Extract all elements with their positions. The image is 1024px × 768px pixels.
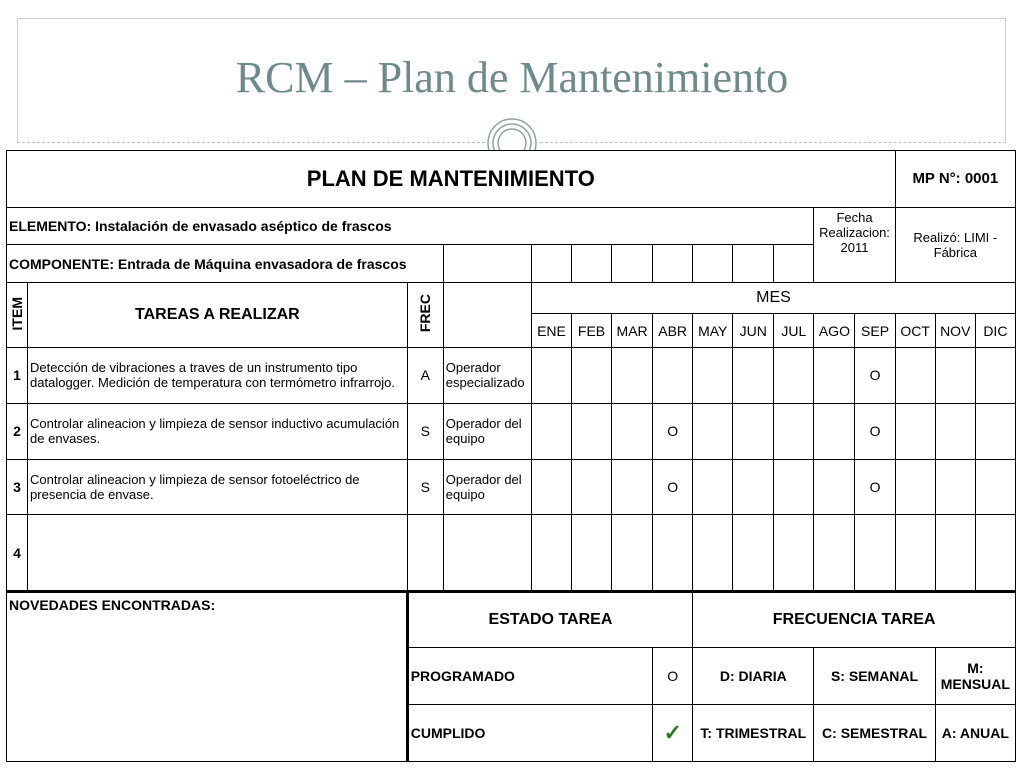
schedule-cell-mar bbox=[612, 347, 653, 403]
item-header: ITEM bbox=[7, 282, 28, 347]
empty-cell bbox=[443, 245, 531, 283]
schedule-cell-nov bbox=[935, 347, 975, 403]
fecha-realizacion bbox=[814, 207, 895, 282]
schedule-cell-sep bbox=[855, 515, 895, 592]
schedule-cell-ago bbox=[814, 403, 855, 459]
month-header-oct: OCT bbox=[895, 314, 935, 348]
frec-header: FREC bbox=[407, 282, 443, 347]
responsable-header bbox=[443, 282, 531, 347]
task-responsible: Operador especializado bbox=[443, 347, 531, 403]
empty-cell bbox=[733, 245, 774, 283]
empty-cell bbox=[531, 245, 571, 283]
frecuencia-tarea-header: FRECUENCIA TAREA bbox=[693, 592, 1016, 648]
schedule-cell-sep: O bbox=[855, 403, 895, 459]
freq-semestral: C: SEMESTRAL bbox=[814, 705, 935, 762]
task-number: 1 bbox=[7, 347, 28, 403]
schedule-cell-feb bbox=[572, 515, 612, 592]
fecha-label: Fecha Realizacion: bbox=[819, 209, 890, 240]
schedule-cell-ene bbox=[531, 459, 571, 515]
month-header-abr: ABR bbox=[653, 314, 693, 348]
mp-number: MP N°: 0001 bbox=[895, 151, 1015, 208]
task-frequency: A bbox=[407, 347, 443, 403]
table-row bbox=[7, 515, 1016, 592]
schedule-cell-abr bbox=[653, 515, 693, 592]
schedule-cell-ene bbox=[531, 403, 571, 459]
empty-cell bbox=[612, 245, 653, 283]
componente-label: COMPONENTE: Entrada de Máquina envasadora de frascos bbox=[7, 245, 444, 283]
task-responsible bbox=[443, 515, 531, 592]
month-header-ene: ENE bbox=[531, 314, 571, 348]
schedule-cell-jun bbox=[733, 459, 774, 515]
month-header-may: MAY bbox=[693, 314, 733, 348]
empty-cell bbox=[653, 245, 693, 283]
title-divider-right bbox=[540, 142, 1006, 143]
freq-anual: A: ANUAL bbox=[935, 705, 1015, 762]
schedule-cell-jun bbox=[733, 347, 774, 403]
slide-title: RCM – Plan de Mantenimiento bbox=[235, 53, 789, 102]
schedule-cell-jul bbox=[774, 347, 814, 403]
schedule-cell-jul bbox=[774, 515, 814, 592]
schedule-cell-ago bbox=[814, 515, 855, 592]
schedule-cell-abr bbox=[653, 347, 693, 403]
programado-label: PROGRAMADO bbox=[407, 648, 652, 705]
schedule-cell-oct bbox=[895, 515, 935, 592]
task-number: 3 bbox=[7, 459, 28, 515]
task-description bbox=[28, 515, 408, 592]
schedule-cell-dic bbox=[975, 347, 1015, 403]
schedule-cell-ago bbox=[814, 459, 855, 515]
table-row bbox=[7, 403, 1016, 459]
month-header-feb: FEB bbox=[572, 314, 612, 348]
schedule-cell-may bbox=[693, 403, 733, 459]
task-frequency bbox=[407, 515, 443, 592]
task-responsible: Operador del equipo bbox=[443, 459, 531, 515]
freq-trimestral: T: TRIMESTRAL bbox=[693, 705, 814, 762]
task-number: 4 bbox=[7, 515, 28, 592]
schedule-cell-jun bbox=[733, 515, 774, 592]
empty-cell bbox=[572, 245, 612, 283]
cumplido-check-icon: ✓ bbox=[653, 705, 693, 762]
schedule-cell-ene bbox=[531, 347, 571, 403]
task-description: Detección de vibraciones a traves de un instrumento tipo datalogger. Medición de temperatura con termómetro infrarrojo. bbox=[28, 347, 408, 403]
schedule-cell-feb bbox=[572, 403, 612, 459]
task-frequency: S bbox=[407, 459, 443, 515]
month-header-dic: DIC bbox=[975, 314, 1015, 348]
schedule-cell-abr: O bbox=[653, 459, 693, 515]
schedule-cell-mar bbox=[612, 459, 653, 515]
schedule-cell-dic bbox=[975, 515, 1015, 592]
schedule-cell-feb bbox=[572, 459, 612, 515]
task-description: Controlar alineacion y limpieza de sensor inductivo acumulación de envases. bbox=[28, 403, 408, 459]
schedule-cell-jul bbox=[774, 459, 814, 515]
schedule-cell-mar bbox=[612, 515, 653, 592]
table-row bbox=[7, 459, 1016, 515]
schedule-cell-dic bbox=[975, 403, 1015, 459]
month-header-sep: SEP bbox=[855, 314, 895, 348]
novedades-label: NOVEDADES ENCONTRADAS: bbox=[7, 592, 408, 762]
schedule-cell-sep: O bbox=[855, 459, 895, 515]
fecha-value: 2011 bbox=[840, 239, 869, 255]
month-header-jul: JUL bbox=[774, 314, 814, 348]
schedule-cell-jul bbox=[774, 403, 814, 459]
plan-title: PLAN DE MANTENIMIENTO bbox=[7, 151, 896, 208]
month-header-ago: AGO bbox=[814, 314, 855, 348]
maintenance-plan-table bbox=[6, 150, 1016, 762]
title-divider-left bbox=[17, 142, 485, 143]
schedule-cell-oct bbox=[895, 459, 935, 515]
programado-symbol: O bbox=[653, 648, 693, 705]
realizo: Realizó: LIMI - Fábrica bbox=[895, 207, 1015, 282]
freq-semanal: S: SEMANAL bbox=[814, 648, 935, 705]
task-responsible: Operador del equipo bbox=[443, 403, 531, 459]
schedule-cell-may bbox=[693, 459, 733, 515]
cumplido-label: CUMPLIDO bbox=[407, 705, 652, 762]
schedule-cell-may bbox=[693, 347, 733, 403]
schedule-cell-ene bbox=[531, 515, 571, 592]
schedule-cell-oct bbox=[895, 403, 935, 459]
empty-cell bbox=[693, 245, 733, 283]
schedule-cell-may bbox=[693, 515, 733, 592]
table-row bbox=[7, 347, 1016, 403]
schedule-cell-abr: O bbox=[653, 403, 693, 459]
schedule-cell-nov bbox=[935, 515, 975, 592]
freq-diaria: D: DIARIA bbox=[693, 648, 814, 705]
schedule-cell-feb bbox=[572, 347, 612, 403]
elemento-label: ELEMENTO: Instalación de envasado aséptico de frascos bbox=[7, 207, 814, 245]
month-header-mar: MAR bbox=[612, 314, 653, 348]
schedule-cell-jun bbox=[733, 403, 774, 459]
schedule-cell-sep: O bbox=[855, 347, 895, 403]
schedule-cell-nov bbox=[935, 403, 975, 459]
freq-mensual: M: MENSUAL bbox=[935, 648, 1015, 705]
schedule-cell-mar bbox=[612, 403, 653, 459]
schedule-cell-ago bbox=[814, 347, 855, 403]
task-number: 2 bbox=[7, 403, 28, 459]
month-header-jun: JUN bbox=[733, 314, 774, 348]
tareas-header: TAREAS A REALIZAR bbox=[28, 282, 408, 347]
task-description: Controlar alineacion y limpieza de sensor fotoeléctrico de presencia de envase. bbox=[28, 459, 408, 515]
mes-header: MES bbox=[531, 282, 1015, 313]
empty-cell bbox=[774, 245, 814, 283]
schedule-cell-dic bbox=[975, 459, 1015, 515]
estado-tarea-header: ESTADO TAREA bbox=[407, 592, 692, 648]
task-frequency: S bbox=[407, 403, 443, 459]
schedule-cell-nov bbox=[935, 459, 975, 515]
month-header-nov: NOV bbox=[935, 314, 975, 348]
schedule-cell-oct bbox=[895, 347, 935, 403]
